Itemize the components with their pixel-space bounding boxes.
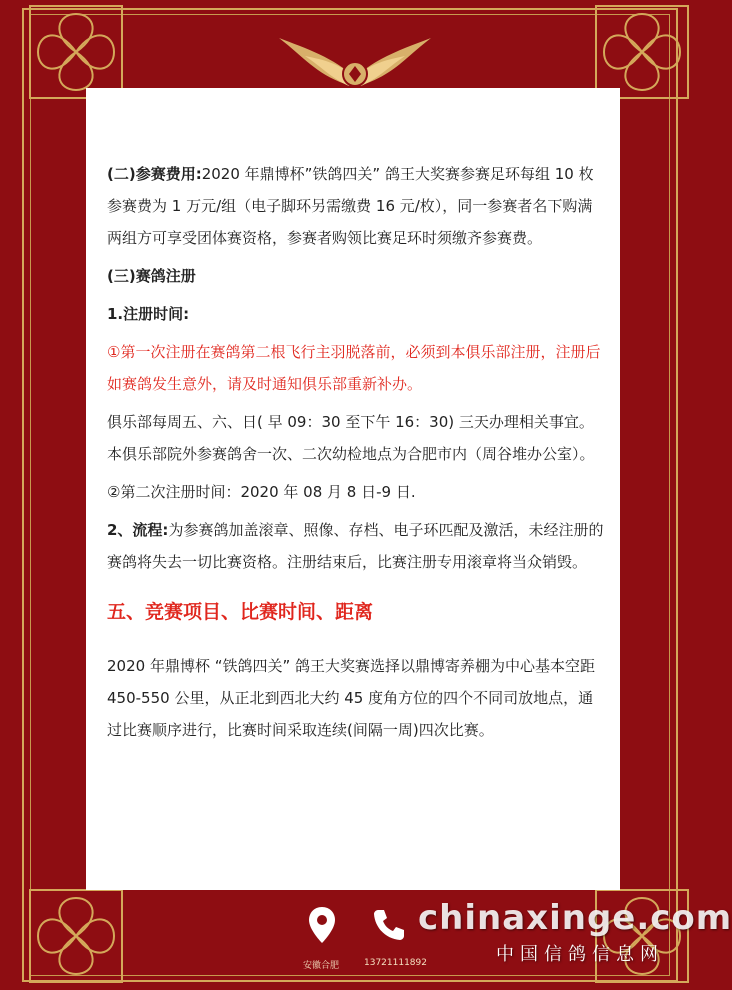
document-body (107, 158, 607, 746)
fee-paragraph (107, 158, 607, 254)
fee-heading: (二)参赛费用: (107, 165, 202, 183)
process-paragraph (107, 514, 607, 578)
location-pin-icon (307, 905, 337, 945)
corner-ornament-icon (28, 888, 124, 984)
corner-ornament-icon (28, 4, 124, 100)
section-five-title: 五、竞赛项目、比赛时间、距离 (107, 601, 374, 623)
watermark-site-name: 中国信鸽信息网 (496, 944, 664, 965)
second-registration-text: ②第二次注册时间：2020 年 08 月 8 日-9 日. (107, 483, 416, 501)
location-label: 安徽合肥 (303, 961, 340, 971)
phone-number: 13721111892 (364, 958, 427, 968)
section-five-text: 2020 年鼎博杯 “铁鸽四关” 鸽王大奖赛选择以鼎博寄养棚为中心基本空距 450-550 公里，从正北到西北大约 45 度角方位的四个不同司放地点，通过比赛顺序进行，比赛时间采取连续(间隔一周)四次比赛。 (107, 657, 596, 739)
office-hours-text: 俱乐部每周五、六、日( 早 09：30 至下午 16：30) 三天办理相关事宜。本俱乐部院外参赛鸽舍一次、二次幼检地点为合肥市内（周谷堆办公室）。 (107, 413, 595, 463)
fee-text: 2020 年鼎博杯”铁鸽四关” 鸽王大奖赛参赛足环每组 10 枚参赛费为 1 万元/组（电子脚环另需缴费 16 元/枚），同一参赛者名下购满两组方可享受团体赛资格，参赛者购领比赛足环时须缴齐参赛费。 (107, 165, 594, 247)
corner-ornament-icon (594, 4, 690, 100)
registration-heading: (三)赛鸽注册 (107, 267, 196, 285)
registration-time-heading: 1.注册时间: (107, 305, 190, 323)
phone-icon (370, 906, 408, 944)
process-text: 为参赛鸽加盖滚章、照像、存档、电子环匹配及激活，未经注册的赛鸽将失去一切比赛资格。注册结束后，比赛注册专用滚章将当众销毁。 (107, 521, 604, 571)
winged-emblem-icon (275, 18, 435, 98)
first-registration-note: ①第一次注册在赛鸽第二根飞行主羽脱落前，必须到本俱乐部注册，注册后如赛鸽发生意外，请及时通知俱乐部重新补办。 (107, 343, 601, 393)
process-heading: 2、流程: (107, 521, 169, 539)
watermark-domain: chinaxinge.com (418, 898, 732, 938)
